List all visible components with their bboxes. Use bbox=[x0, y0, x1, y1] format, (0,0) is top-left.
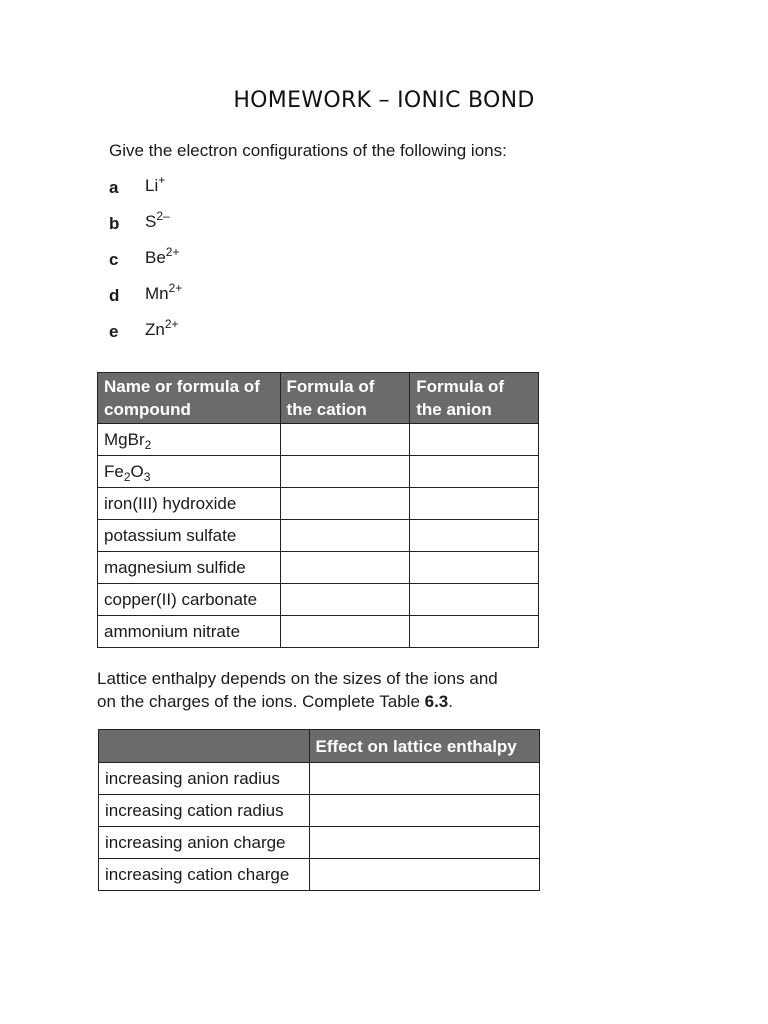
compound-cell: MgBr$_2$ bbox=[98, 424, 281, 456]
cation-answer-cell[interactable] bbox=[280, 456, 410, 488]
table-row bbox=[98, 488, 539, 520]
lattice-table bbox=[98, 729, 540, 891]
anion-answer-cell[interactable] bbox=[410, 456, 539, 488]
cation-answer-cell[interactable] bbox=[280, 552, 410, 584]
page-title: HOMEWORK – IONIC BOND bbox=[233, 88, 535, 113]
table-row bbox=[98, 456, 539, 488]
cation-answer-cell[interactable] bbox=[280, 424, 410, 456]
ion-formula: $Be^{2+}$ bbox=[145, 245, 180, 267]
lattice-instructions: Lattice enthalpy depends on the sizes of the ions and on the charges of the ions. Complete Table 6.3. bbox=[97, 669, 498, 711]
table-row bbox=[99, 827, 540, 859]
compound-cell: potassium sulfate bbox=[98, 520, 281, 552]
effect-answer-cell[interactable] bbox=[309, 795, 539, 827]
ion-formula: Li+ bbox=[145, 173, 166, 195]
table-reference: 6.3 bbox=[424, 692, 449, 711]
anion-answer-cell[interactable] bbox=[410, 584, 539, 616]
item-letter: a bbox=[109, 178, 119, 197]
factor-cell: increasing anion radius bbox=[99, 763, 310, 795]
table-header-row bbox=[99, 730, 540, 763]
list-item bbox=[109, 173, 409, 212]
anion-answer-cell[interactable] bbox=[410, 424, 539, 456]
list-item bbox=[109, 317, 409, 356]
cation-answer-cell[interactable] bbox=[280, 584, 410, 616]
compound-cell: ammonium nitrate bbox=[98, 616, 281, 648]
effect-answer-cell[interactable] bbox=[309, 827, 539, 859]
effect-answer-cell[interactable] bbox=[309, 859, 539, 891]
factor-cell: increasing cation charge bbox=[99, 859, 310, 891]
item-letter: e bbox=[109, 322, 119, 341]
compound-cell: magnesium sulfide bbox=[98, 552, 281, 584]
factor-cell: increasing cation radius bbox=[99, 795, 310, 827]
anion-answer-cell[interactable] bbox=[410, 552, 539, 584]
anion-answer-cell[interactable] bbox=[410, 520, 539, 552]
table-row bbox=[99, 859, 540, 891]
ion-formula: $S^{2-}$ bbox=[145, 209, 170, 231]
table-row bbox=[99, 795, 540, 827]
anion-answer-cell[interactable] bbox=[410, 616, 539, 648]
header-blank bbox=[99, 730, 310, 763]
item-letter: b bbox=[109, 214, 120, 233]
cation-answer-cell[interactable] bbox=[280, 488, 410, 520]
list-item bbox=[109, 245, 409, 284]
question-intro: Give the electron configurations of the following ions: bbox=[109, 141, 507, 160]
table-row bbox=[98, 552, 539, 584]
item-letter: c bbox=[109, 250, 119, 269]
header-effect: Effect on lattice enthalpy bbox=[309, 730, 539, 763]
item-letter: d bbox=[109, 286, 120, 305]
compound-cell: $Fe_2O_3$ bbox=[98, 456, 281, 488]
list-item bbox=[109, 281, 409, 320]
cation-answer-cell[interactable] bbox=[280, 520, 410, 552]
ion-list bbox=[109, 173, 409, 356]
table-row bbox=[99, 763, 540, 795]
ion-formula: $Mn^{2+}$ bbox=[145, 281, 183, 303]
list-item bbox=[109, 209, 409, 248]
table-row bbox=[98, 584, 539, 616]
table-row bbox=[98, 616, 539, 648]
table-row bbox=[98, 424, 539, 456]
factor-cell: increasing anion charge bbox=[99, 827, 310, 859]
compound-table bbox=[97, 372, 539, 648]
header-cation: Formula of the cation bbox=[280, 373, 410, 424]
header-compound: Name or formula of compound bbox=[98, 373, 281, 424]
anion-answer-cell[interactable] bbox=[410, 488, 539, 520]
compound-cell: iron(III) hydroxide bbox=[98, 488, 281, 520]
compound-cell: copper(II) carbonate bbox=[98, 584, 281, 616]
table-header-row bbox=[98, 373, 539, 424]
cation-answer-cell[interactable] bbox=[280, 616, 410, 648]
ion-formula: $Zn^{2+}$ bbox=[145, 317, 179, 339]
table-row bbox=[98, 520, 539, 552]
effect-answer-cell[interactable] bbox=[309, 763, 539, 795]
header-anion: Formula of the anion bbox=[410, 373, 539, 424]
